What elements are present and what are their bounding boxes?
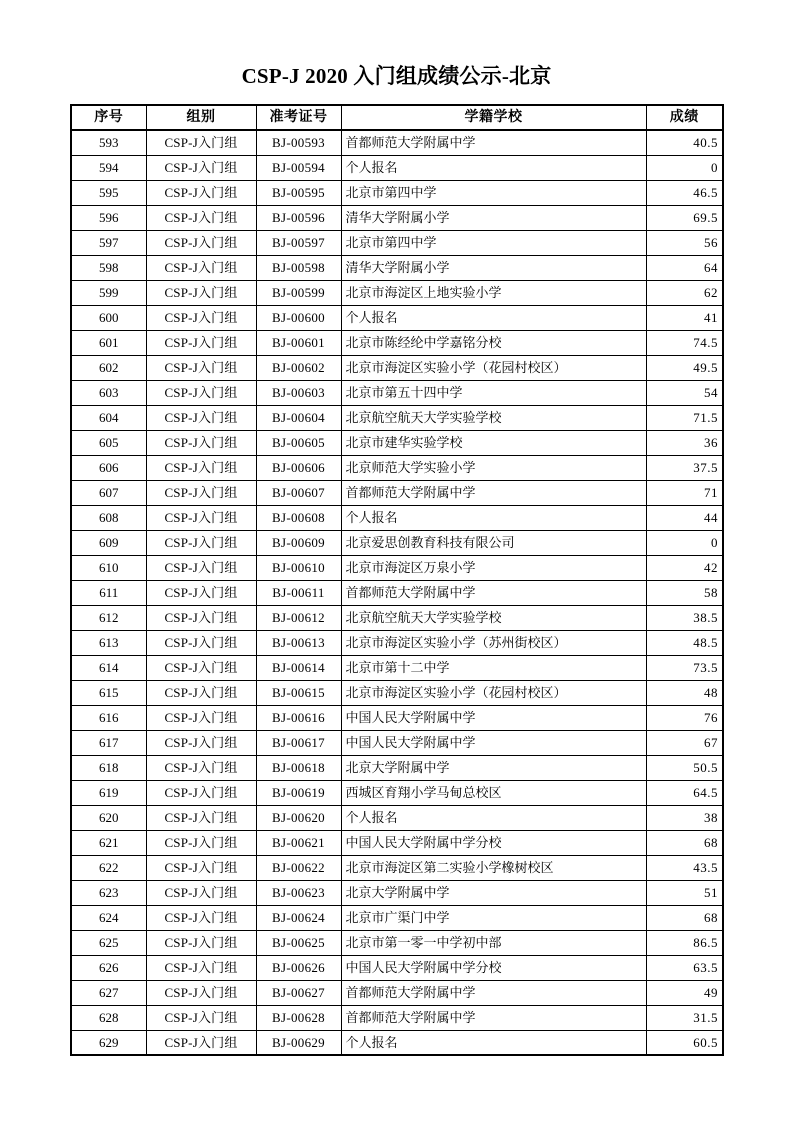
cell-school: 北京市海淀区第二实验小学橡树校区 xyxy=(341,855,646,880)
cell-group: CSP-J入门组 xyxy=(146,555,256,580)
cell-ticket: BJ-00611 xyxy=(256,580,341,605)
table-row xyxy=(71,705,723,730)
cell-score: 50.5 xyxy=(646,755,723,780)
cell-school: 北京市海淀区万泉小学 xyxy=(341,555,646,580)
cell-seq: 623 xyxy=(71,880,146,905)
cell-ticket: BJ-00617 xyxy=(256,730,341,755)
cell-seq: 625 xyxy=(71,930,146,955)
cell-school: 首都师范大学附属中学 xyxy=(341,980,646,1005)
cell-school: 中国人民大学附属中学分校 xyxy=(341,830,646,855)
cell-seq: 599 xyxy=(71,280,146,305)
cell-school: 首都师范大学附属中学 xyxy=(341,130,646,155)
cell-score: 68 xyxy=(646,905,723,930)
table-row xyxy=(71,330,723,355)
cell-ticket: BJ-00603 xyxy=(256,380,341,405)
column-header-seq: 序号 xyxy=(71,105,146,130)
column-header-school: 学籍学校 xyxy=(341,105,646,130)
cell-group: CSP-J入门组 xyxy=(146,130,256,155)
table-row xyxy=(71,380,723,405)
cell-ticket: BJ-00594 xyxy=(256,155,341,180)
table-row xyxy=(71,780,723,805)
cell-seq: 621 xyxy=(71,830,146,855)
cell-score: 49.5 xyxy=(646,355,723,380)
cell-group: CSP-J入门组 xyxy=(146,780,256,805)
cell-seq: 620 xyxy=(71,805,146,830)
cell-ticket: BJ-00626 xyxy=(256,955,341,980)
cell-ticket: BJ-00601 xyxy=(256,330,341,355)
cell-seq: 604 xyxy=(71,405,146,430)
cell-ticket: BJ-00609 xyxy=(256,530,341,555)
cell-group: CSP-J入门组 xyxy=(146,580,256,605)
cell-seq: 602 xyxy=(71,355,146,380)
cell-school: 北京大学附属中学 xyxy=(341,755,646,780)
table-row xyxy=(71,255,723,280)
cell-seq: 618 xyxy=(71,755,146,780)
table-row xyxy=(71,155,723,180)
cell-group: CSP-J入门组 xyxy=(146,905,256,930)
cell-school: 北京爱思创教育科技有限公司 xyxy=(341,530,646,555)
cell-group: CSP-J入门组 xyxy=(146,355,256,380)
cell-score: 40.5 xyxy=(646,130,723,155)
column-header-score: 成绩 xyxy=(646,105,723,130)
cell-group: CSP-J入门组 xyxy=(146,730,256,755)
cell-score: 64.5 xyxy=(646,780,723,805)
cell-seq: 603 xyxy=(71,380,146,405)
cell-seq: 613 xyxy=(71,630,146,655)
table-row xyxy=(71,930,723,955)
cell-group: CSP-J入门组 xyxy=(146,230,256,255)
cell-school: 中国人民大学附属中学 xyxy=(341,730,646,755)
cell-school: 个人报名 xyxy=(341,155,646,180)
cell-ticket: BJ-00613 xyxy=(256,630,341,655)
cell-score: 54 xyxy=(646,380,723,405)
cell-group: CSP-J入门组 xyxy=(146,205,256,230)
cell-seq: 597 xyxy=(71,230,146,255)
table-row xyxy=(71,855,723,880)
table-row xyxy=(71,355,723,380)
cell-school: 清华大学附属小学 xyxy=(341,255,646,280)
cell-ticket: BJ-00618 xyxy=(256,755,341,780)
column-header-ticket: 准考证号 xyxy=(256,105,341,130)
grades-table-container xyxy=(70,104,722,1056)
cell-group: CSP-J入门组 xyxy=(146,930,256,955)
cell-ticket: BJ-00597 xyxy=(256,230,341,255)
cell-school: 中国人民大学附属中学分校 xyxy=(341,955,646,980)
cell-ticket: BJ-00602 xyxy=(256,355,341,380)
cell-seq: 616 xyxy=(71,705,146,730)
cell-seq: 600 xyxy=(71,305,146,330)
table-row xyxy=(71,630,723,655)
cell-group: CSP-J入门组 xyxy=(146,330,256,355)
cell-group: CSP-J入门组 xyxy=(146,980,256,1005)
column-header-group: 组别 xyxy=(146,105,256,130)
cell-score: 42 xyxy=(646,555,723,580)
cell-seq: 609 xyxy=(71,530,146,555)
cell-seq: 593 xyxy=(71,130,146,155)
cell-school: 北京市第五十四中学 xyxy=(341,380,646,405)
cell-score: 38.5 xyxy=(646,605,723,630)
cell-score: 76 xyxy=(646,705,723,730)
cell-seq: 615 xyxy=(71,680,146,705)
cell-group: CSP-J入门组 xyxy=(146,655,256,680)
cell-seq: 628 xyxy=(71,1005,146,1030)
cell-score: 67 xyxy=(646,730,723,755)
cell-score: 74.5 xyxy=(646,330,723,355)
cell-group: CSP-J入门组 xyxy=(146,955,256,980)
cell-group: CSP-J入门组 xyxy=(146,830,256,855)
cell-score: 43.5 xyxy=(646,855,723,880)
cell-seq: 611 xyxy=(71,580,146,605)
cell-score: 0 xyxy=(646,530,723,555)
cell-school: 北京师范大学实验小学 xyxy=(341,455,646,480)
cell-group: CSP-J入门组 xyxy=(146,705,256,730)
cell-school: 西城区育翔小学马甸总校区 xyxy=(341,780,646,805)
cell-group: CSP-J入门组 xyxy=(146,380,256,405)
cell-school: 北京市第一零一中学初中部 xyxy=(341,930,646,955)
cell-ticket: BJ-00616 xyxy=(256,705,341,730)
table-row xyxy=(71,405,723,430)
cell-seq: 626 xyxy=(71,955,146,980)
cell-score: 71 xyxy=(646,480,723,505)
cell-seq: 608 xyxy=(71,505,146,530)
cell-score: 48.5 xyxy=(646,630,723,655)
cell-score: 86.5 xyxy=(646,930,723,955)
cell-school: 北京市第四中学 xyxy=(341,230,646,255)
table-row xyxy=(71,530,723,555)
cell-school: 北京市海淀区实验小学（花园村校区） xyxy=(341,680,646,705)
cell-ticket: BJ-00593 xyxy=(256,130,341,155)
cell-group: CSP-J入门组 xyxy=(146,505,256,530)
cell-seq: 629 xyxy=(71,1030,146,1055)
cell-score: 58 xyxy=(646,580,723,605)
cell-seq: 605 xyxy=(71,430,146,455)
cell-seq: 619 xyxy=(71,780,146,805)
cell-score: 64 xyxy=(646,255,723,280)
cell-seq: 594 xyxy=(71,155,146,180)
cell-score: 31.5 xyxy=(646,1005,723,1030)
cell-group: CSP-J入门组 xyxy=(146,255,256,280)
cell-ticket: BJ-00599 xyxy=(256,280,341,305)
cell-ticket: BJ-00605 xyxy=(256,430,341,455)
cell-score: 56 xyxy=(646,230,723,255)
table-row xyxy=(71,805,723,830)
cell-ticket: BJ-00623 xyxy=(256,880,341,905)
cell-group: CSP-J入门组 xyxy=(146,305,256,330)
cell-school: 北京航空航天大学实验学校 xyxy=(341,605,646,630)
cell-school: 个人报名 xyxy=(341,505,646,530)
cell-ticket: BJ-00628 xyxy=(256,1005,341,1030)
cell-ticket: BJ-00620 xyxy=(256,805,341,830)
cell-school: 首都师范大学附属中学 xyxy=(341,480,646,505)
cell-school: 北京市海淀区实验小学（苏州街校区） xyxy=(341,630,646,655)
page-title: CSP-J 2020 入门组成绩公示-北京 xyxy=(241,64,552,88)
cell-seq: 610 xyxy=(71,555,146,580)
table-row xyxy=(71,280,723,305)
cell-ticket: BJ-00607 xyxy=(256,480,341,505)
cell-seq: 596 xyxy=(71,205,146,230)
cell-score: 44 xyxy=(646,505,723,530)
cell-group: CSP-J入门组 xyxy=(146,480,256,505)
cell-school: 个人报名 xyxy=(341,805,646,830)
table-row xyxy=(71,880,723,905)
table-row xyxy=(71,430,723,455)
table-row xyxy=(71,980,723,1005)
cell-school: 北京市第四中学 xyxy=(341,180,646,205)
cell-ticket: BJ-00621 xyxy=(256,830,341,855)
table-row xyxy=(71,605,723,630)
cell-score: 68 xyxy=(646,830,723,855)
cell-seq: 627 xyxy=(71,980,146,1005)
cell-score: 73.5 xyxy=(646,655,723,680)
cell-ticket: BJ-00598 xyxy=(256,255,341,280)
cell-ticket: BJ-00627 xyxy=(256,980,341,1005)
cell-score: 48 xyxy=(646,680,723,705)
cell-ticket: BJ-00619 xyxy=(256,780,341,805)
table-row xyxy=(71,1005,723,1030)
cell-score: 63.5 xyxy=(646,955,723,980)
cell-ticket: BJ-00595 xyxy=(256,180,341,205)
cell-group: CSP-J入门组 xyxy=(146,155,256,180)
cell-score: 51 xyxy=(646,880,723,905)
cell-seq: 622 xyxy=(71,855,146,880)
cell-seq: 614 xyxy=(71,655,146,680)
cell-score: 60.5 xyxy=(646,1030,723,1055)
cell-ticket: BJ-00615 xyxy=(256,680,341,705)
table-row xyxy=(71,480,723,505)
table-row xyxy=(71,655,723,680)
table-row xyxy=(71,580,723,605)
cell-school: 北京市广渠门中学 xyxy=(341,905,646,930)
cell-school: 清华大学附属小学 xyxy=(341,205,646,230)
cell-score: 0 xyxy=(646,155,723,180)
cell-seq: 607 xyxy=(71,480,146,505)
cell-ticket: BJ-00610 xyxy=(256,555,341,580)
cell-school: 中国人民大学附属中学 xyxy=(341,705,646,730)
cell-score: 62 xyxy=(646,280,723,305)
table-row xyxy=(71,755,723,780)
table-row xyxy=(71,1030,723,1055)
table-row xyxy=(71,680,723,705)
cell-group: CSP-J入门组 xyxy=(146,405,256,430)
table-row xyxy=(71,230,723,255)
cell-group: CSP-J入门组 xyxy=(146,880,256,905)
cell-score: 36 xyxy=(646,430,723,455)
cell-school: 北京航空航天大学实验学校 xyxy=(341,405,646,430)
table-row xyxy=(71,205,723,230)
cell-ticket: BJ-00622 xyxy=(256,855,341,880)
cell-school: 北京市海淀区上地实验小学 xyxy=(341,280,646,305)
cell-group: CSP-J入门组 xyxy=(146,755,256,780)
cell-group: CSP-J入门组 xyxy=(146,1005,256,1030)
grades-table xyxy=(70,104,724,1056)
cell-school: 北京大学附属中学 xyxy=(341,880,646,905)
cell-group: CSP-J入门组 xyxy=(146,630,256,655)
cell-seq: 617 xyxy=(71,730,146,755)
table-row xyxy=(71,180,723,205)
cell-school: 北京市海淀区实验小学（花园村校区） xyxy=(341,355,646,380)
cell-seq: 612 xyxy=(71,605,146,630)
table-row xyxy=(71,730,723,755)
cell-group: CSP-J入门组 xyxy=(146,180,256,205)
cell-ticket: BJ-00612 xyxy=(256,605,341,630)
cell-group: CSP-J入门组 xyxy=(146,1030,256,1055)
cell-school: 个人报名 xyxy=(341,1030,646,1055)
cell-ticket: BJ-00606 xyxy=(256,455,341,480)
cell-seq: 601 xyxy=(71,330,146,355)
cell-seq: 624 xyxy=(71,905,146,930)
cell-group: CSP-J入门组 xyxy=(146,530,256,555)
cell-group: CSP-J入门组 xyxy=(146,280,256,305)
cell-seq: 598 xyxy=(71,255,146,280)
table-body xyxy=(71,130,723,1055)
cell-seq: 595 xyxy=(71,180,146,205)
cell-school: 首都师范大学附属中学 xyxy=(341,1005,646,1030)
cell-score: 37.5 xyxy=(646,455,723,480)
table-header xyxy=(71,105,723,130)
cell-ticket: BJ-00624 xyxy=(256,905,341,930)
table-row xyxy=(71,455,723,480)
cell-group: CSP-J入门组 xyxy=(146,455,256,480)
cell-ticket: BJ-00629 xyxy=(256,1030,341,1055)
cell-group: CSP-J入门组 xyxy=(146,855,256,880)
cell-score: 69.5 xyxy=(646,205,723,230)
cell-group: CSP-J入门组 xyxy=(146,605,256,630)
cell-ticket: BJ-00614 xyxy=(256,655,341,680)
cell-ticket: BJ-00625 xyxy=(256,930,341,955)
cell-school: 北京市建华实验学校 xyxy=(341,430,646,455)
cell-school: 个人报名 xyxy=(341,305,646,330)
table-row xyxy=(71,905,723,930)
table-row xyxy=(71,830,723,855)
table-row xyxy=(71,555,723,580)
cell-group: CSP-J入门组 xyxy=(146,430,256,455)
cell-school: 北京市第十二中学 xyxy=(341,655,646,680)
table-row xyxy=(71,955,723,980)
cell-score: 49 xyxy=(646,980,723,1005)
cell-score: 46.5 xyxy=(646,180,723,205)
table-row xyxy=(71,505,723,530)
cell-group: CSP-J入门组 xyxy=(146,805,256,830)
cell-ticket: BJ-00596 xyxy=(256,205,341,230)
cell-score: 71.5 xyxy=(646,405,723,430)
table-row xyxy=(71,130,723,155)
cell-group: CSP-J入门组 xyxy=(146,680,256,705)
cell-seq: 606 xyxy=(71,455,146,480)
table-row xyxy=(71,305,723,330)
table-header-row xyxy=(71,105,723,130)
cell-ticket: BJ-00608 xyxy=(256,505,341,530)
cell-school: 首都师范大学附属中学 xyxy=(341,580,646,605)
cell-score: 38 xyxy=(646,805,723,830)
cell-ticket: BJ-00604 xyxy=(256,405,341,430)
cell-score: 41 xyxy=(646,305,723,330)
cell-school: 北京市陈经纶中学嘉铭分校 xyxy=(341,330,646,355)
cell-ticket: BJ-00600 xyxy=(256,305,341,330)
